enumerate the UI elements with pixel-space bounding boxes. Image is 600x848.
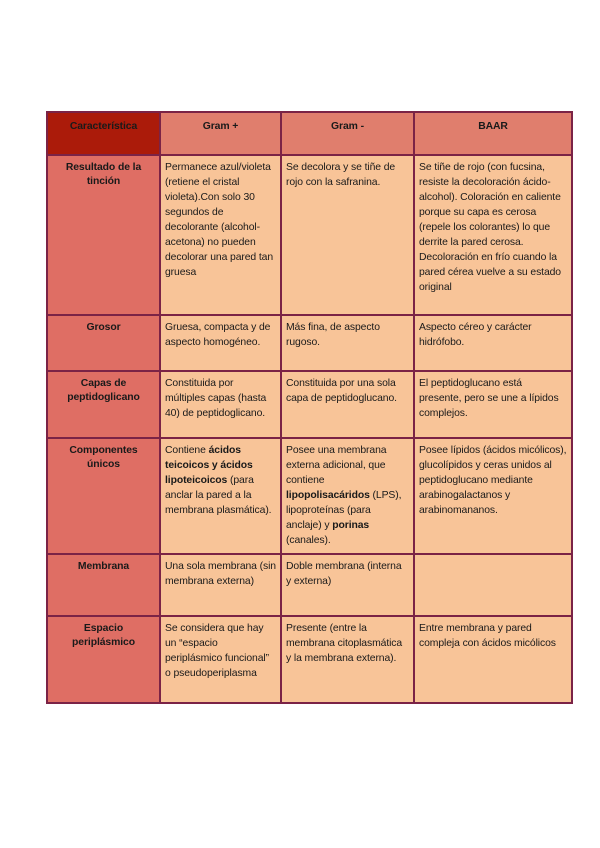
header-gram-positive: Gram + — [160, 112, 281, 155]
cell-gram-positive: Gruesa, compacta y de aspecto homogéneo. — [160, 315, 281, 371]
bold-term: ácidos teicoicos y ácidos lipoteicoicos — [165, 445, 253, 486]
header-row — [47, 112, 572, 155]
cell-gram-positive: Constituida por múltiples capas (hasta 40) de peptidoglicano. — [160, 371, 281, 438]
cell-baar — [414, 554, 572, 616]
text-run: (para anclar la pared a la membrana plasmática). — [165, 475, 272, 516]
table-row — [47, 554, 572, 616]
cell-baar: El peptidoglucano está presente, pero se une a lípidos complejos. — [414, 371, 572, 438]
cell-gram-positive: Una sola membrana (sin membrana externa) — [160, 554, 281, 616]
row-label: Membrana — [47, 554, 160, 616]
row-label: Grosor — [47, 315, 160, 371]
text-run: (canales). — [286, 535, 331, 546]
table-row — [47, 616, 572, 703]
table-row — [47, 371, 572, 438]
text-run: Contiene — [165, 445, 209, 456]
table-row — [47, 155, 572, 315]
header-caracteristica: Característica — [47, 112, 160, 155]
table-row — [47, 315, 572, 371]
cell-baar: Posee lípidos (ácidos micólicos), glucolípidos y ceras unidos al peptidoglucano mediante arabinogalactanos y arabinomananos. — [414, 438, 572, 554]
cell-gram-positive: Se considera que hay un “espacio periplásmico funcional” o pseudoperiplasma — [160, 616, 281, 703]
cell-gram-negative: Doble membrana (interna y externa) — [281, 554, 414, 616]
table-row — [47, 438, 572, 554]
cell-gram-negative: Se decolora y se tiñe de rojo con la safranina. — [281, 155, 414, 315]
cell-gram-positive — [160, 438, 281, 554]
header-gram-negative: Gram - — [281, 112, 414, 155]
row-label: Capas de peptidoglicano — [47, 371, 160, 438]
text-run: (LPS), lipoproteínas (para anclaje) y — [286, 490, 402, 531]
cell-baar: Entre membrana y pared compleja con ácidos micólicos — [414, 616, 572, 703]
cell-baar: Se tiñe de rojo (con fucsina, resiste la decoloración ácido-alcohol). Coloración en caliente porque su capa es cerosa (repele los colorantes) lo que derrite la pared cerosa. Decoloración en frío cuando la pared cérea vuelve a su estado original — [414, 155, 572, 315]
comparison-table — [46, 111, 573, 704]
cell-gram-positive: Permanece azul/violeta (retiene el cristal violeta).Con solo 30 segundos de decolorante (alcohol-acetona) no pueden decolorar una pared tan gruesa — [160, 155, 281, 315]
header-baar: BAAR — [414, 112, 572, 155]
cell-baar: Aspecto céreo y carácter hidrófobo. — [414, 315, 572, 371]
bold-term: lipopolisacáridos — [286, 490, 370, 501]
cell-gram-negative: Presente (entre la membrana citoplasmática y la membrana externa). — [281, 616, 414, 703]
cell-gram-negative — [281, 438, 414, 554]
row-label: Resultado de la tinción — [47, 155, 160, 315]
row-label: Espacio periplásmico — [47, 616, 160, 703]
text-run: Posee una membrana externa adicional, que contiene — [286, 445, 387, 486]
row-label: Componentes únicos — [47, 438, 160, 554]
bold-term: porinas — [332, 520, 370, 531]
cell-gram-negative: Constituida por una sola capa de peptidoglucano. — [281, 371, 414, 438]
cell-gram-negative: Más fina, de aspecto rugoso. — [281, 315, 414, 371]
